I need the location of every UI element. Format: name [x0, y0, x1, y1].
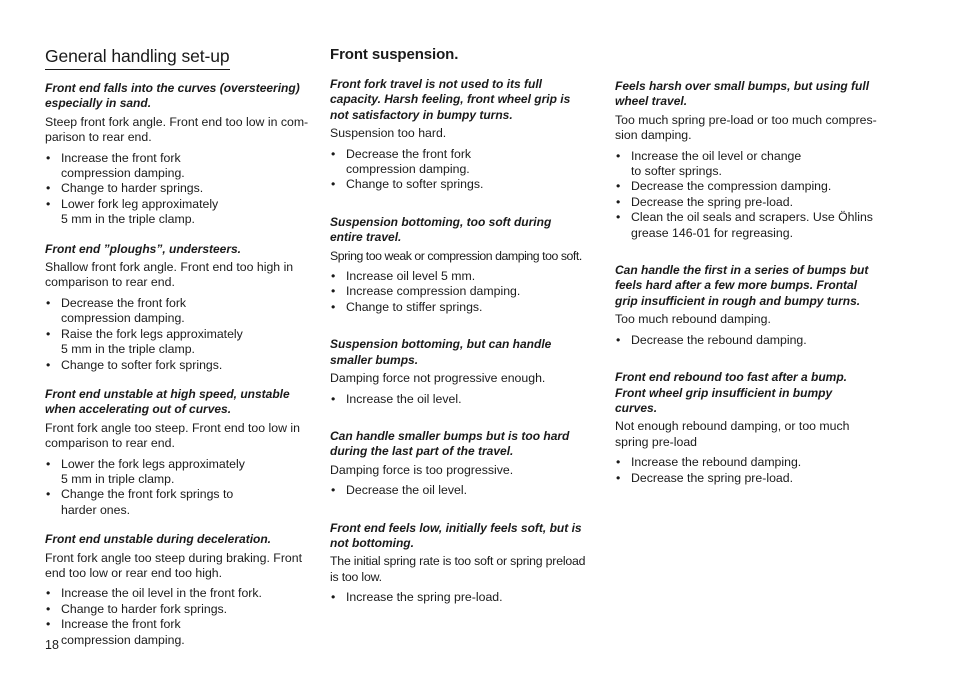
remedy-list [330, 147, 598, 193]
problem-description: Front fork angle too steep during braking. Front end too low or rear end too high. [45, 550, 303, 580]
problem-description: Steep front fork angle. Front end too low in com- parison to rear end. [45, 114, 309, 145]
column-front-suspension-continued [615, 79, 882, 500]
list-item: • Decrease the front fork compression damping. [45, 296, 312, 327]
list-item: • Change to softer fork springs. [45, 358, 312, 373]
list-item: • Increase the front fork compression damping. [45, 617, 312, 648]
section-unstable-high-speed [45, 387, 312, 518]
list-item: • Change to softer springs. [330, 177, 598, 192]
problem-description: Damping force is too progressive. [330, 462, 514, 477]
problem-description: Too much spring pre-load or too much compres- sion damping. [615, 112, 877, 143]
remedy-list [330, 590, 598, 605]
page-heading: General handling set-up [45, 46, 230, 70]
remedy-list [45, 457, 312, 519]
list-item: • Decrease the rebound damping. [615, 333, 882, 348]
remedy-list [615, 149, 882, 241]
list-item: • Increase the rebound damping. [615, 455, 882, 470]
list-item: • Clean the oil seals and scrapers. Use Öhlins grease 146-01 for regreasing. [615, 210, 882, 241]
list-item: • Change to harder fork springs. [45, 602, 312, 617]
list-item: • Raise the fork legs approximately 5 mm in the triple clamp. [45, 327, 312, 358]
section-bottoming-too-soft [330, 215, 598, 315]
problem-description: Not enough rebound damping, or too much spring pre-load [615, 419, 850, 449]
section-bottoming-small-bumps [330, 337, 598, 407]
list-item: • Increase the oil level in the front fork. [45, 586, 312, 601]
list-item: • Change to stiffer springs. [330, 300, 598, 315]
remedy-list [45, 151, 312, 228]
problem-title: Front end falls into the curves (oversteering) especially in sand. [45, 81, 300, 111]
list-item: • Increase oil level 5 mm. [330, 269, 598, 284]
remedy-list [45, 296, 312, 373]
section-understeers [45, 242, 312, 373]
problem-description: The initial spring rate is too soft or spring preload is too low. [330, 554, 586, 584]
problem-description: Shallow front fork angle. Front end too high in comparison to rear end. [45, 260, 294, 290]
problem-description: Spring too weak or compression damping too soft. [330, 248, 582, 263]
list-item: • Decrease the compression damping. [615, 179, 882, 194]
section-travel-not-used [330, 77, 598, 193]
list-item: • Decrease the front fork compression damping. [330, 147, 598, 178]
problem-title: Front end unstable during deceleration. [45, 532, 272, 547]
list-item: • Change to harder springs. [45, 181, 312, 196]
problem-title: Feels harsh over small bumps, but using full wheel travel. [615, 79, 870, 109]
remedy-list [45, 586, 312, 648]
problem-description: Front fork angle too steep. Front end too low in comparison to rear end. [45, 420, 300, 451]
problem-title: Front end rebound too fast after a bump. Front wheel grip insufficient in bumpy curves. [615, 370, 847, 415]
problem-title: Can handle smaller bumps but is too hard during the last part of the travel. [330, 428, 570, 459]
list-item: • Lower fork leg approximately 5 mm in the triple clamp. [45, 197, 312, 228]
list-item: • Decrease the oil level. [330, 483, 598, 498]
list-item: • Lower the fork legs approximately 5 mm in triple clamp. [45, 457, 312, 488]
remedy-list [615, 333, 882, 348]
remedy-list [330, 269, 598, 315]
section-heading: Front suspension. [330, 46, 459, 63]
section-feels-low [330, 521, 598, 606]
list-item: • Decrease the spring pre-load. [615, 471, 882, 486]
section-harsh-small-bumps [615, 79, 882, 241]
problem-title: Can handle the first in a series of bumps but feels hard after a few more bumps. Frontal grip insufficient in rough and bumpy turns. [615, 263, 869, 308]
problem-title: Suspension bottoming, but can handle smaller bumps. [330, 337, 552, 367]
column-front-suspension [330, 46, 598, 620]
problem-description: Damping force not progressive enough. [330, 371, 546, 386]
list-item: • Increase compression damping. [330, 284, 598, 299]
list-item: • Increase the spring pre-load. [330, 590, 598, 605]
page-number: 18 [45, 638, 59, 652]
column-general-handling [45, 46, 312, 662]
problem-title: Suspension bottoming, too soft during entire travel. [330, 214, 552, 245]
problem-title: Front end unstable at high speed, unstable when accelerating out of curves. [45, 386, 290, 417]
section-rebound-too-fast [615, 370, 882, 486]
list-item: • Increase the oil level. [330, 392, 598, 407]
section-too-progressive [330, 429, 598, 499]
remedy-list [330, 392, 598, 407]
problem-title: Front fork travel is not used to its full capacity. Harsh feeling, front wheel grip is not satisfactory in bumpy turns. [330, 77, 571, 122]
list-item: • Increase the oil level or change to softer springs. [615, 149, 882, 180]
problem-title: Front end ”ploughs”, understeers. [45, 241, 242, 256]
problem-description: Suspension too hard. [330, 126, 447, 141]
problem-description: Too much rebound damping. [615, 312, 771, 327]
remedy-list [615, 455, 882, 486]
section-series-of-bumps [615, 263, 882, 348]
list-item: • Decrease the spring pre-load. [615, 195, 882, 210]
problem-title: Front end feels low, initially feels soft, but is not bottoming. [330, 520, 582, 550]
list-item: • Increase the front fork compression damping. [45, 151, 312, 182]
section-unstable-deceleration [45, 532, 312, 648]
section-oversteering [45, 81, 312, 228]
list-item: • Change the front fork springs to harder ones. [45, 487, 312, 518]
remedy-list [330, 483, 598, 498]
